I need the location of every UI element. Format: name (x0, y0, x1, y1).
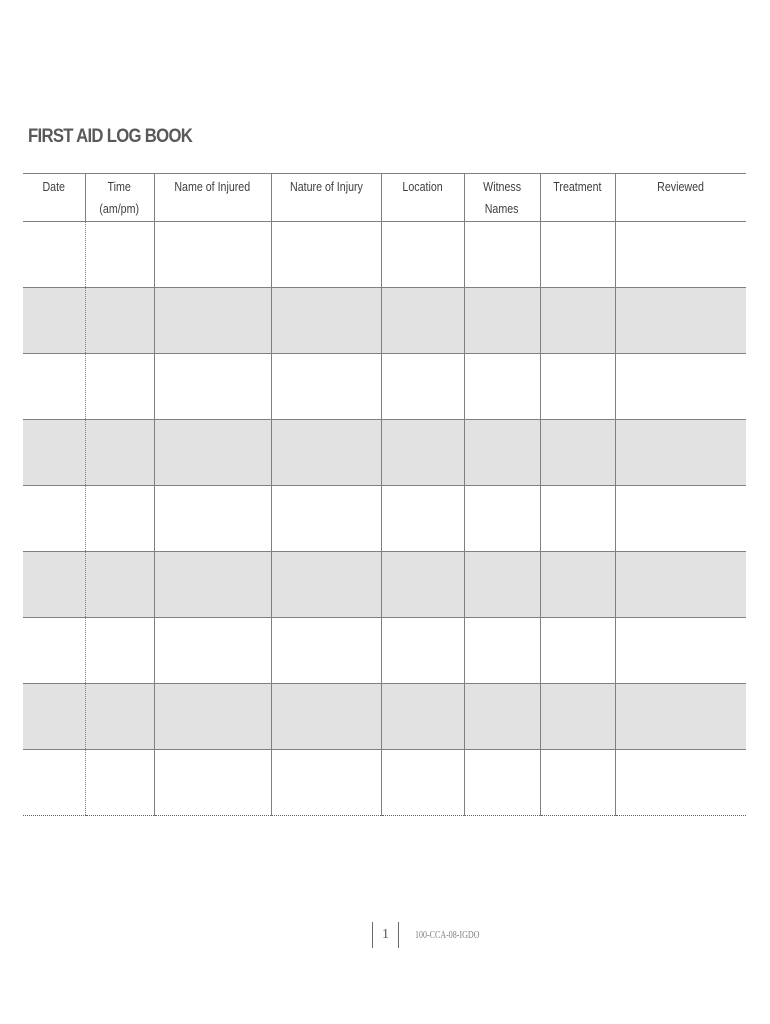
log-entry-cell[interactable] (85, 288, 154, 354)
log-entry-cell[interactable] (464, 618, 540, 684)
column-header-date: Date (23, 174, 85, 222)
log-entry-cell[interactable] (154, 750, 271, 816)
log-entry-cell[interactable] (464, 420, 540, 486)
log-entry-cell[interactable] (271, 750, 381, 816)
column-header-name-of-injured: Name of Injured (154, 174, 271, 222)
log-entry-cell[interactable] (23, 552, 85, 618)
column-header-location: Location (381, 174, 464, 222)
log-entry-cell[interactable] (381, 420, 464, 486)
log-entry-cell[interactable] (23, 420, 85, 486)
log-entry-cell[interactable] (23, 618, 85, 684)
log-entry-cell[interactable] (85, 618, 154, 684)
log-entry-cell[interactable] (540, 288, 615, 354)
log-entry-cell[interactable] (271, 552, 381, 618)
log-entry-cell[interactable] (540, 684, 615, 750)
log-entry-cell[interactable] (85, 486, 154, 552)
log-entry-cell[interactable] (271, 222, 381, 288)
log-entry-cell[interactable] (154, 354, 271, 420)
log-entry-cell[interactable] (464, 486, 540, 552)
log-entry-cell[interactable] (615, 552, 746, 618)
log-entry-cell[interactable] (85, 552, 154, 618)
log-entry-cell[interactable] (464, 222, 540, 288)
log-entry-cell[interactable] (271, 354, 381, 420)
log-entry-cell[interactable] (23, 288, 85, 354)
log-entry-cell[interactable] (615, 288, 746, 354)
log-entry-cell[interactable] (540, 750, 615, 816)
table-row (23, 420, 746, 486)
log-entry-cell[interactable] (23, 486, 85, 552)
table-row (23, 486, 746, 552)
column-header-nature-of-injury: Nature of Injury (271, 174, 381, 222)
table-row (23, 222, 746, 288)
log-entry-cell[interactable] (615, 750, 746, 816)
log-entry-cell[interactable] (381, 486, 464, 552)
log-entry-cell[interactable] (154, 222, 271, 288)
log-entry-cell[interactable] (540, 222, 615, 288)
log-entry-cell[interactable] (23, 684, 85, 750)
log-entry-cell[interactable] (23, 354, 85, 420)
log-entry-cell[interactable] (615, 354, 746, 420)
log-entry-cell[interactable] (154, 684, 271, 750)
log-entry-cell[interactable] (381, 354, 464, 420)
log-entry-cell[interactable] (615, 618, 746, 684)
table-row (23, 618, 746, 684)
log-entry-cell[interactable] (271, 420, 381, 486)
log-entry-cell[interactable] (540, 552, 615, 618)
log-entry-cell[interactable] (154, 618, 271, 684)
footer-divider-right (398, 922, 399, 948)
first-aid-log-table (23, 173, 746, 816)
table-row (23, 750, 746, 816)
page-number: 1 (382, 927, 389, 942)
log-entry-cell[interactable] (271, 486, 381, 552)
column-header-reviewed: Reviewed (615, 174, 746, 222)
log-entry-cell[interactable] (271, 288, 381, 354)
log-entry-cell[interactable] (381, 750, 464, 816)
log-entry-cell[interactable] (464, 684, 540, 750)
log-entry-cell[interactable] (381, 618, 464, 684)
log-entry-cell[interactable] (85, 222, 154, 288)
log-entry-cell[interactable] (271, 684, 381, 750)
column-header-witness-names: Witness Names (464, 174, 540, 222)
log-entry-cell[interactable] (540, 420, 615, 486)
table-row (23, 288, 746, 354)
log-entry-cell[interactable] (540, 486, 615, 552)
log-entry-cell[interactable] (540, 354, 615, 420)
table-row (23, 684, 746, 750)
document-id: 100-CCA-08-IGDO (415, 929, 480, 941)
log-entry-cell[interactable] (271, 618, 381, 684)
log-entry-cell[interactable] (381, 684, 464, 750)
column-header-treatment: Treatment (540, 174, 615, 222)
log-entry-cell[interactable] (154, 420, 271, 486)
log-entry-cell[interactable] (615, 684, 746, 750)
log-entry-cell[interactable] (381, 222, 464, 288)
table-body (23, 222, 746, 816)
column-header-time: Time (am/pm) (85, 174, 154, 222)
table-row (23, 354, 746, 420)
log-entry-cell[interactable] (85, 354, 154, 420)
log-entry-cell[interactable] (615, 420, 746, 486)
log-entry-cell[interactable] (85, 750, 154, 816)
log-entry-cell[interactable] (464, 354, 540, 420)
log-entry-cell[interactable] (615, 222, 746, 288)
log-entry-cell[interactable] (85, 684, 154, 750)
log-entry-cell[interactable] (154, 486, 271, 552)
table-row (23, 552, 746, 618)
log-entry-cell[interactable] (154, 552, 271, 618)
page-footer (372, 922, 496, 948)
log-entry-cell[interactable] (381, 552, 464, 618)
log-entry-cell[interactable] (154, 288, 271, 354)
log-entry-cell[interactable] (381, 288, 464, 354)
log-entry-cell[interactable] (464, 552, 540, 618)
log-entry-cell[interactable] (23, 222, 85, 288)
log-entry-cell[interactable] (464, 288, 540, 354)
log-entry-cell[interactable] (540, 618, 615, 684)
log-entry-cell[interactable] (23, 750, 85, 816)
table-header-row (23, 174, 746, 222)
log-entry-cell[interactable] (85, 420, 154, 486)
log-entry-cell[interactable] (464, 750, 540, 816)
page-title: FIRST AID LOG BOOK (28, 126, 193, 147)
log-entry-cell[interactable] (615, 486, 746, 552)
